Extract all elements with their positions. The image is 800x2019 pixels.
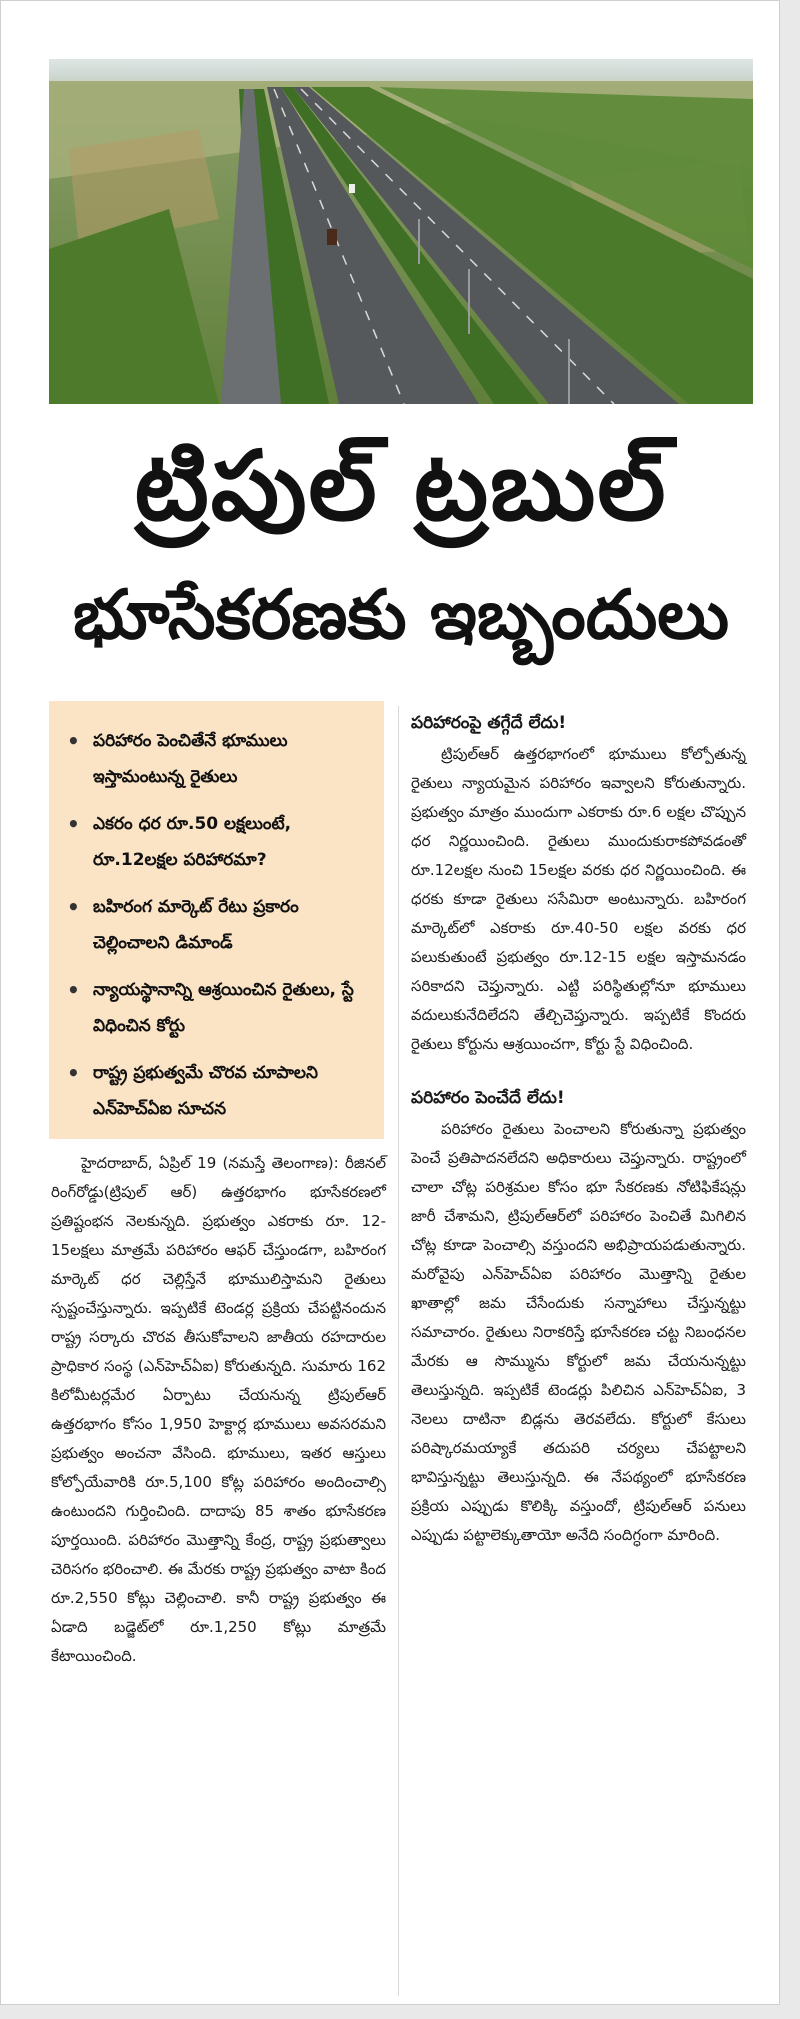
highlight-text: పరిహారం పెంచితేనే భూములు ఇస్తామంటున్న రైతులు (93, 731, 288, 787)
column-divider (398, 706, 399, 1996)
highlight-item (67, 972, 368, 1044)
highway-aerial-photo (49, 59, 753, 404)
bullet-icon: • (67, 1061, 80, 1085)
right-column (411, 706, 746, 1550)
highlight-text: బహిరంగ మార్కెట్ రేటు ప్రకారం చెల్లించాలని డిమాండ్ (93, 897, 299, 953)
left-column (51, 1149, 386, 1671)
bullet-icon: • (67, 812, 80, 836)
highlight-text: రాష్ట్ర ప్రభుత్వమే చొరవ చూపాలని ఎన్‌హెచ్ఏఐ సూచన (93, 1063, 318, 1119)
highlight-text: ఎకరం ధర రూ.50 లక్షలుంటే, రూ.12లక్షల పరిహారమా? (93, 814, 292, 870)
headline-title: ట్రిపుల్ ట్రబుల్ (134, 430, 668, 542)
bullet-icon: • (67, 978, 80, 1002)
section-spacer (411, 1059, 746, 1081)
highlight-text: న్యాయస్థానాన్ని ఆశ్రయించిన రైతులు, స్టే విధించిన కోర్టు (93, 980, 354, 1036)
section2-heading: పరిహారం పెంచేదే లేదు! (411, 1088, 565, 1108)
highlight-item (67, 889, 368, 961)
highlights-list (67, 723, 368, 1127)
highlight-item (67, 723, 368, 795)
bullet-icon: • (67, 895, 80, 919)
section1-paragraph: ట్రిపుల్‌ఆర్ ఉత్తరభాగంలో భూములు కోల్పోతున్న రైతులు న్యాయమైన పరిహారం ఇవ్వాలని కోరుతున్నారు. ప్రభుత్వం మాత్రం ముందుగా ఎకరాకు రూ.6 లక్షల చొప్పున ధర నిర్ణయించింది. రైతులు ముందుకురాకపోవడంతో రూ.12లక్షల నుంచి 15లక్షల వరకు ధర నిర్ణయించింది. ఈ ధరకు కూడా రైతులు ససేమిరా అంటున్నారు. బహిరంగ మార్కెట్‌లో ఎకరాకు రూ.40-50 లక్షల వరకు ధర పలుకుతుంటే ప్రభుత్వం రూ.12-15 లక్షల ఇస్తామనడం సరికాదని చెప్తున్నారు. ఎట్టి పరిస్థితుల్లోనూ భూములు వదులుకునేదిలేదని తేల్చిచెప్తున్నారు. ఇప్పటికే కొందరు రైతులు కోర్టును ఆశ్రయించగా, కోర్టు స్టే విధించింది. (411, 745, 746, 1053)
section1-heading: పరిహారంపై తగ్గేదే లేదు! (411, 713, 567, 733)
bullet-icon: • (67, 729, 80, 753)
section2-paragraph: పరిహారం రైతులు పెంచాలని కోరుతున్నా ప్రభుత్వం పెంచే ప్రతిపాదనలేదని అధికారులు చెప్తున్నారు. రాష్ట్రంలో చాలా చోట్ల పరిశ్రమల కోసం భూ సేకరణకు నోటిఫికేషన్లు జారీ చేశామని, ట్రిపుల్‌ఆర్‌లో పరిహారం పెంచితే మిగిలిన చోట్ల కూడా పెంచాల్సి వస్తుందని అభిప్రాయపడుతున్నారు. మరోవైపు ఎన్‌హెచ్ఏఐ పరిహారం మొత్తాన్ని రైతుల ఖాతాల్లో జమ చేసేందుకు సన్నాహాలు చేస్తున్నట్టు సమాచారం. రైతులు నిరాకరిస్తే భూసేకరణ చట్ట నిబంధనల మేరకు ఆ సొమ్మును కోర్టులో జమ చేయనున్నట్టు తెలుస్తున్నది. ఇప్పటికే టెండర్లు పిలిచిన ఎన్‌హెచ్ఏఐ, 3 నెలలు దాటినా బిడ్లను తెరవలేదు. కోర్టులో కేసులు పరిష్కారమయ్యాకే తదుపరి చర్యలు చేపట్టాలని భావిస్తున్నట్టు తెలుస్తున్నది. ఈ నేపథ్యంలో భూసేకరణ ప్రక్రియ ఎప్పుడు కొలిక్కి వస్తుందో, ట్రిపుల్‌ఆర్ పనులు ఎప్పుడు పట్టాలెక్కుతాయో అనేది సందిగ్ధంగా మారింది. (411, 1120, 746, 1544)
highlight-item (67, 1055, 368, 1127)
headline-subtitle: భూసేకరణకు ఇబ్బందులు (72, 576, 730, 655)
highlights-box (49, 701, 384, 1139)
highway-illustration (49, 59, 753, 404)
lead-paragraph: హైదరాబాద్, ఏప్రిల్ 19 (నమస్తే తెలంగాణ): రీజినల్ రింగ్‌రోడ్డు(ట్రిపుల్ ఆర్) ఉత్తరభాగం భూసేకరణలో ప్రతిష్టంభన నెలకున్నది. ప్రభుత్వం ఎకరాకు రూ. 12-15లక్షలు మాత్రమే పరిహారం ఆఫర్ చేస్తుండగా, బహిరంగ మార్కెట్ ధర చెల్లిస్తేనే భూములిస్తామని రైతులు స్పష్టంచేస్తున్నారు. ఇప్పటికే టెండర్ల ప్రక్రియ చేపట్టినందున రాష్ట్ర సర్కారు చొరవ తీసుకోవాలని జాతీయ రహదారుల ప్రాధికార సంస్థ (ఎన్‌హెచ్ఏఐ) కోరుతున్నది. సుమారు 162 కిలోమీటర్లమేర ఏర్పాటు చేయనున్న ట్రిపుల్‌ఆర్ ఉత్తరభాగం కోసం 1,950 హెక్టార్ల భూములు అవసరమని ప్రభుత్వం అంచనా వేసింది. భూములు, ఇతర ఆస్తులు కోల్పోయేవారికి రూ.5,100 కోట్ల పరిహారం అందించాల్సి ఉంటుందని గుర్తించింది. దాదాపు 85 శాతం భూసేకరణ పూర్తయింది. పరిహారం మొత్తాన్ని కేంద్ర, రాష్ట్ర ప్రభుత్వాలు చెరిసగం భరించాలి. ఈ మేరకు రాష్ట్ర ప్రభుత్వం వాటా కింద రూ.2,550 కోట్లు చెల్లించాలి. కానీ రాష్ట్ర ప్రభుత్వం ఈ ఏడాది బడ్జెట్‌లో రూ.1,250 కోట్లు మాత్రమే కేటాయించింది. (51, 1154, 386, 1665)
highlight-item (67, 806, 368, 878)
